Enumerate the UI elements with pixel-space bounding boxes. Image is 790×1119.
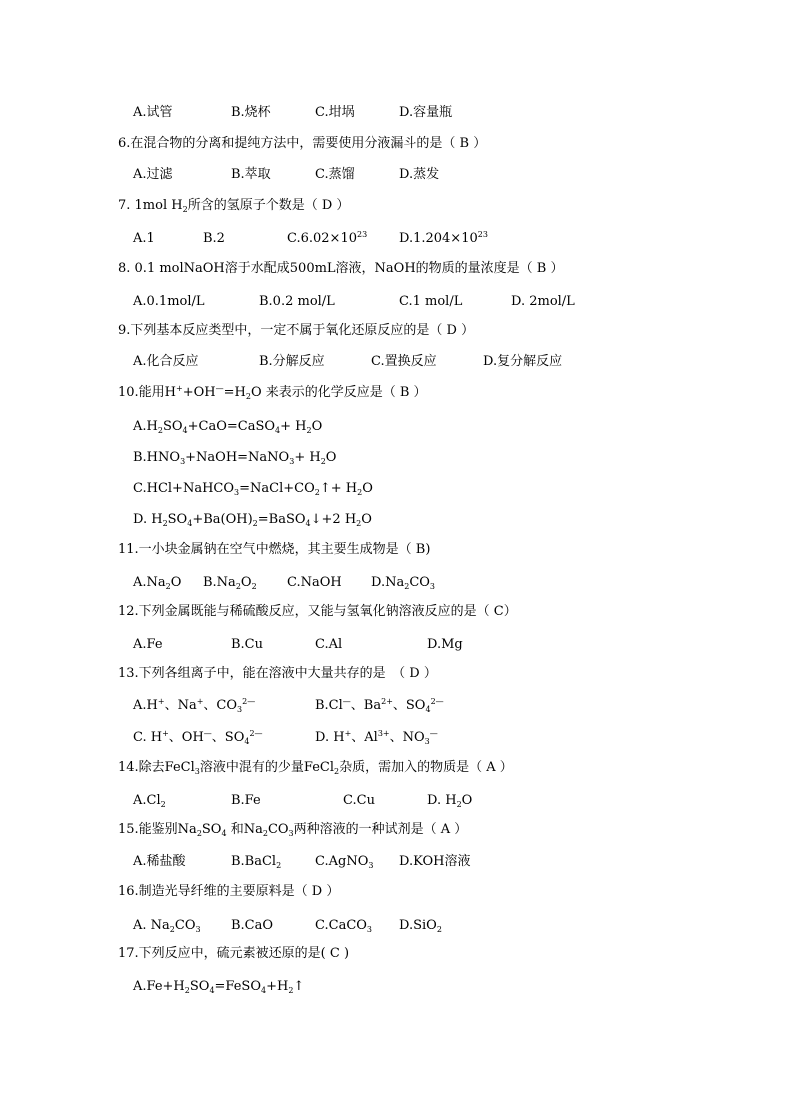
answer-option: C. H+、OH—、$SO_4^{2—}$ (133, 729, 263, 746)
question-stem: 11.一小块金属钠在空气中燃烧，其主要生成物是（ B) (118, 542, 431, 557)
answer-option: $C.HCl+NaHCO_3=NaCl+CO_2↑+ H_2O$ (133, 481, 373, 497)
answer-option: $D.1.204\times 10^{23}$ (399, 230, 488, 246)
answer-option: D. H+、$Al^{3+}$、$NO_3^—$ (315, 729, 438, 746)
question-stem: 13.下列各组离子中，能在溶液中大量共存的是 （ D ） (118, 666, 437, 681)
answer-option: D.KOH溶液 (399, 854, 471, 869)
answer-option: C.Cu (343, 793, 375, 808)
question-stem: 6.在混合物的分离和提纯方法中，需要使用分液漏斗的是（ B ） (118, 136, 487, 151)
question-stem: 12.下列金属既能与稀硫酸反应，又能与氢氧化钠溶液反应的是（ C） (118, 604, 517, 619)
answer-option: A.试管 (133, 105, 173, 120)
answer-option: B.0.2 mol/L (259, 294, 335, 309)
answer-option: C.蒸馏 (315, 167, 355, 182)
question-stem: 15.能鉴别$Na_2SO_4$ 和$Na_2CO_3$两种溶液的一种试剂是（ A ） (118, 822, 468, 838)
answer-option: B.CaO (231, 918, 274, 933)
answer-option: D. 2mol/L (511, 294, 575, 309)
question-stem: 10.能用$H^++OH^—=H_2O$ 来表示的化学反应是（ B ） (118, 384, 427, 401)
answer-option: B.Cl—、$Ba^{2+}$、$SO_4^{2—}$ (315, 697, 444, 714)
answer-option: A.化合反应 (133, 354, 199, 369)
answer-option: D.SiO$_2$ (399, 918, 442, 934)
answer-option: $D.Na_2CO_3$ (371, 575, 436, 591)
answer-option: D.蒸发 (399, 167, 440, 182)
answer-option: A.H+、Na+、$CO_3^{2—}$ (133, 697, 256, 714)
answer-option: B.Cu (231, 637, 264, 652)
answer-option: A.稀盐酸 (133, 854, 186, 869)
answer-option: $B.Na_2O_2$ (203, 575, 257, 591)
answer-option: B.2 (203, 231, 225, 246)
answer-option: $A.Fe+H_2SO_4=FeSO_4+H_2↑$ (133, 979, 305, 995)
answer-option: C.坩埚 (315, 105, 355, 120)
question-stem: 7. 1mol $H_2$所含的氢原子个数是（ D ） (118, 198, 350, 214)
answer-option: B.烧杯 (231, 105, 271, 120)
question-stem: 16.制造光导纤维的主要原料是（ D ） (118, 884, 340, 899)
answer-option: $A.Na_2O$ (133, 575, 182, 591)
answer-option: C.Al (315, 637, 343, 652)
answer-option: B.Fe (231, 793, 261, 808)
answer-option: C.AgNO$_3$ (315, 854, 374, 870)
answer-option: $C.6.02\times 10^{23}$ (287, 230, 368, 246)
answer-option: $B.HNO_3+NaOH=NaNO_3+ H_2O$ (133, 450, 337, 466)
answer-option: A.过滤 (133, 167, 173, 182)
answer-option: $A.H_2SO_4+CaO=CaSO_4+ H_2O$ (133, 419, 323, 435)
question-stem: 17.下列反应中，硫元素被还原的是( C ) (118, 946, 350, 961)
answer-option: $A.Cl_2$ (133, 793, 166, 809)
answer-option: C.NaOH (287, 575, 342, 590)
answer-option: C.1 mol/L (399, 294, 463, 309)
answer-option: A.Fe (133, 637, 163, 652)
answer-option: D. $H_2SO_4+Ba(OH)_2=BaSO_4↓+2$ $H_2O$ (133, 512, 372, 528)
answer-option: D.复分解反应 (483, 354, 563, 369)
answer-option: B.分解反应 (259, 354, 325, 369)
answer-option: D.Mg (427, 637, 463, 652)
answer-option: A.0.1mol/L (133, 294, 205, 309)
answer-option: B.萃取 (231, 167, 271, 182)
answer-option: B.BaCl$_2$ (231, 854, 282, 870)
question-stem: 8. 0.1 molNaOH溶于水配成500mL溶液，NaOH的物质的量浓度是（ B ） (118, 261, 564, 276)
answer-option: D. $H_2O$ (427, 793, 473, 809)
answer-option: C.CaCO$_3$ (315, 918, 373, 934)
answer-option: D.容量瓶 (399, 105, 453, 120)
answer-option: A.1 (133, 231, 155, 246)
question-stem: 14.除去FeCl$_3$溶液中混有的少量FeCl$_2$杂质，需加入的物质是（ A ） (118, 760, 513, 776)
answer-option: A. $Na_2CO_3$ (133, 918, 201, 934)
question-stem: 9.下列基本反应类型中，一定不属于氧化还原反应的是（ D ） (118, 323, 475, 338)
answer-option: C.置换反应 (371, 354, 437, 369)
